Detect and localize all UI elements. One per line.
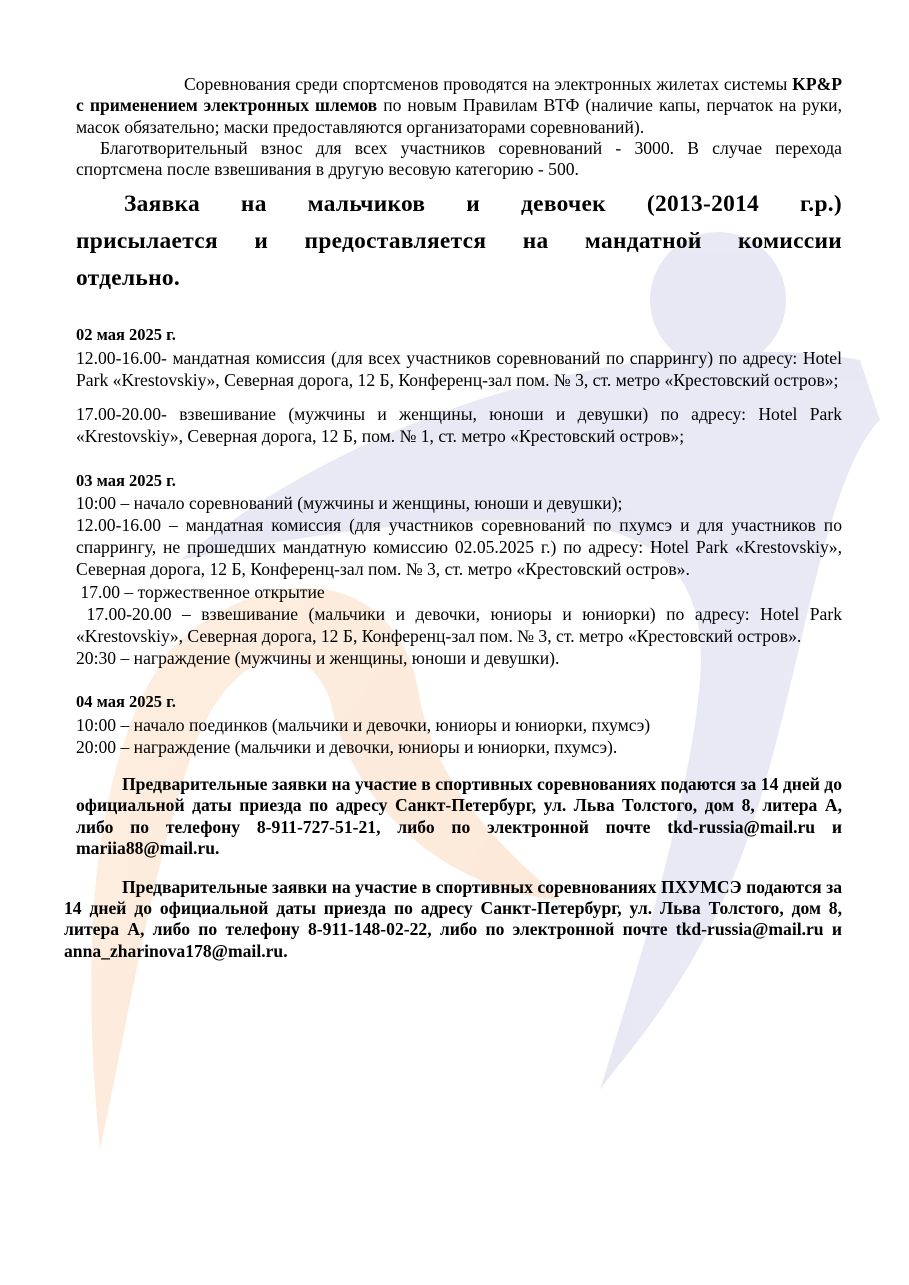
schedule-item: 10:00 – начало соревнований (мужчины и женщины, юноши и девушки); <box>76 492 623 513</box>
schedule-item: 10:00 – начало поединков (мальчики и девочки, юниоры и юниорки, пхумсэ) <box>76 714 651 735</box>
intro-text-cont: по новым Правилам ВТФ (наличие капы, перчаток на руки, масок обязательно; маски предоставляются организаторами соревнований). <box>76 95 842 137</box>
schedule-item: 12.00-16.00- мандатная комиссия (для всех участников соревнований по спаррингу) по адресу: Hotel Park «Krestovskiy», Северная дорога, 12 Б, Конференц-зал пом. № 3, ст. метро «Крестовский остров»; <box>76 347 842 390</box>
preliminary-applications-sparring: Предварительные заявки на участие в спортивных соревнованиях подаются за 14 дней до официальной даты приезда по адресу Санкт-Петербург, ул. Льва Толстого, дом 8, литера А, либо по телефону 8-911-727-51-21, либо по электронной почте tkd-russia@mail.ru и mariia88@mail.ru. <box>76 773 842 859</box>
day-date: 04 мая 2025 г. <box>76 692 176 712</box>
intro-paragraph-1 <box>76 74 842 138</box>
intro-paragraph-2: Благотворительный взнос для всех участников соревнований - 3000. В случае перехода спортсмена после взвешивания в другую весовую категорию - 500. <box>76 137 842 180</box>
day-date: 02 мая 2025 г. <box>76 325 176 345</box>
preliminary-applications-poomsae: Предварительные заявки на участие в спортивных соревнованиях ПХУМСЭ подаются за 14 дней до официальной даты приезда по адресу Санкт-Петербург, ул. Льва Толстого, дом 8, литера А, либо по телефону 8-911-148-02-22, либо по электронной почте tkd-russia@mail.ru и anna_zharinova178@mail.ru. <box>64 876 842 961</box>
day-date: 03 мая 2025 г. <box>76 470 176 490</box>
heading-notice: Заявка на мальчиков и девочек (2013-2014 г.р.) присылается и предоставляется на мандатной комиссии отдельно. <box>76 191 842 292</box>
schedule-item: 20:00 – награждение (мальчики и девочки, юниоры и юниорки, пхумсэ). <box>76 736 618 757</box>
schedule-item: 12.00-16.00 – мандатная комиссия (для участников соревнований по пхумсэ и для участников по спаррингу, не прошедших мандатную комиссию 02.05.2025 г.) по адресу: Hotel Park «Krestovskiy», Северная дорога, 12 Б, Конференц-зал пом. № 3, ст. метро «Крестовский остров». <box>76 514 842 580</box>
schedule-item: 17.00 – торжественное открытие <box>76 581 325 602</box>
schedule-item: 17.00-20.00 – взвешивание (мальчики и девочки, юниоры и юниорки) по адресу: Hotel Park «Krestovskiy», Северная дорога, 12 Б, Конференц-зал пом. № 3, ст. метро «Крестовский остров». <box>76 603 847 646</box>
schedule <box>76 324 847 757</box>
schedule-item: 17.00-20.00- взвешивание (мужчины и женщины, юноши и девушки) по адресу: Hotel Park «Krestovskiy», Северная дорога, 12 Б, пом. № 1, ст. метро «Крестовский остров»; <box>76 404 842 447</box>
intro-text: Соревнования среди спортсменов проводятся на электронных жилетах системы <box>184 74 793 94</box>
document-page <box>64 74 847 962</box>
schedule-item: 20:30 – награждение (мужчины и женщины, юноши и девушки). <box>76 648 560 669</box>
intro-bold-text: KP&P с применением электронных шлемов <box>76 74 842 116</box>
